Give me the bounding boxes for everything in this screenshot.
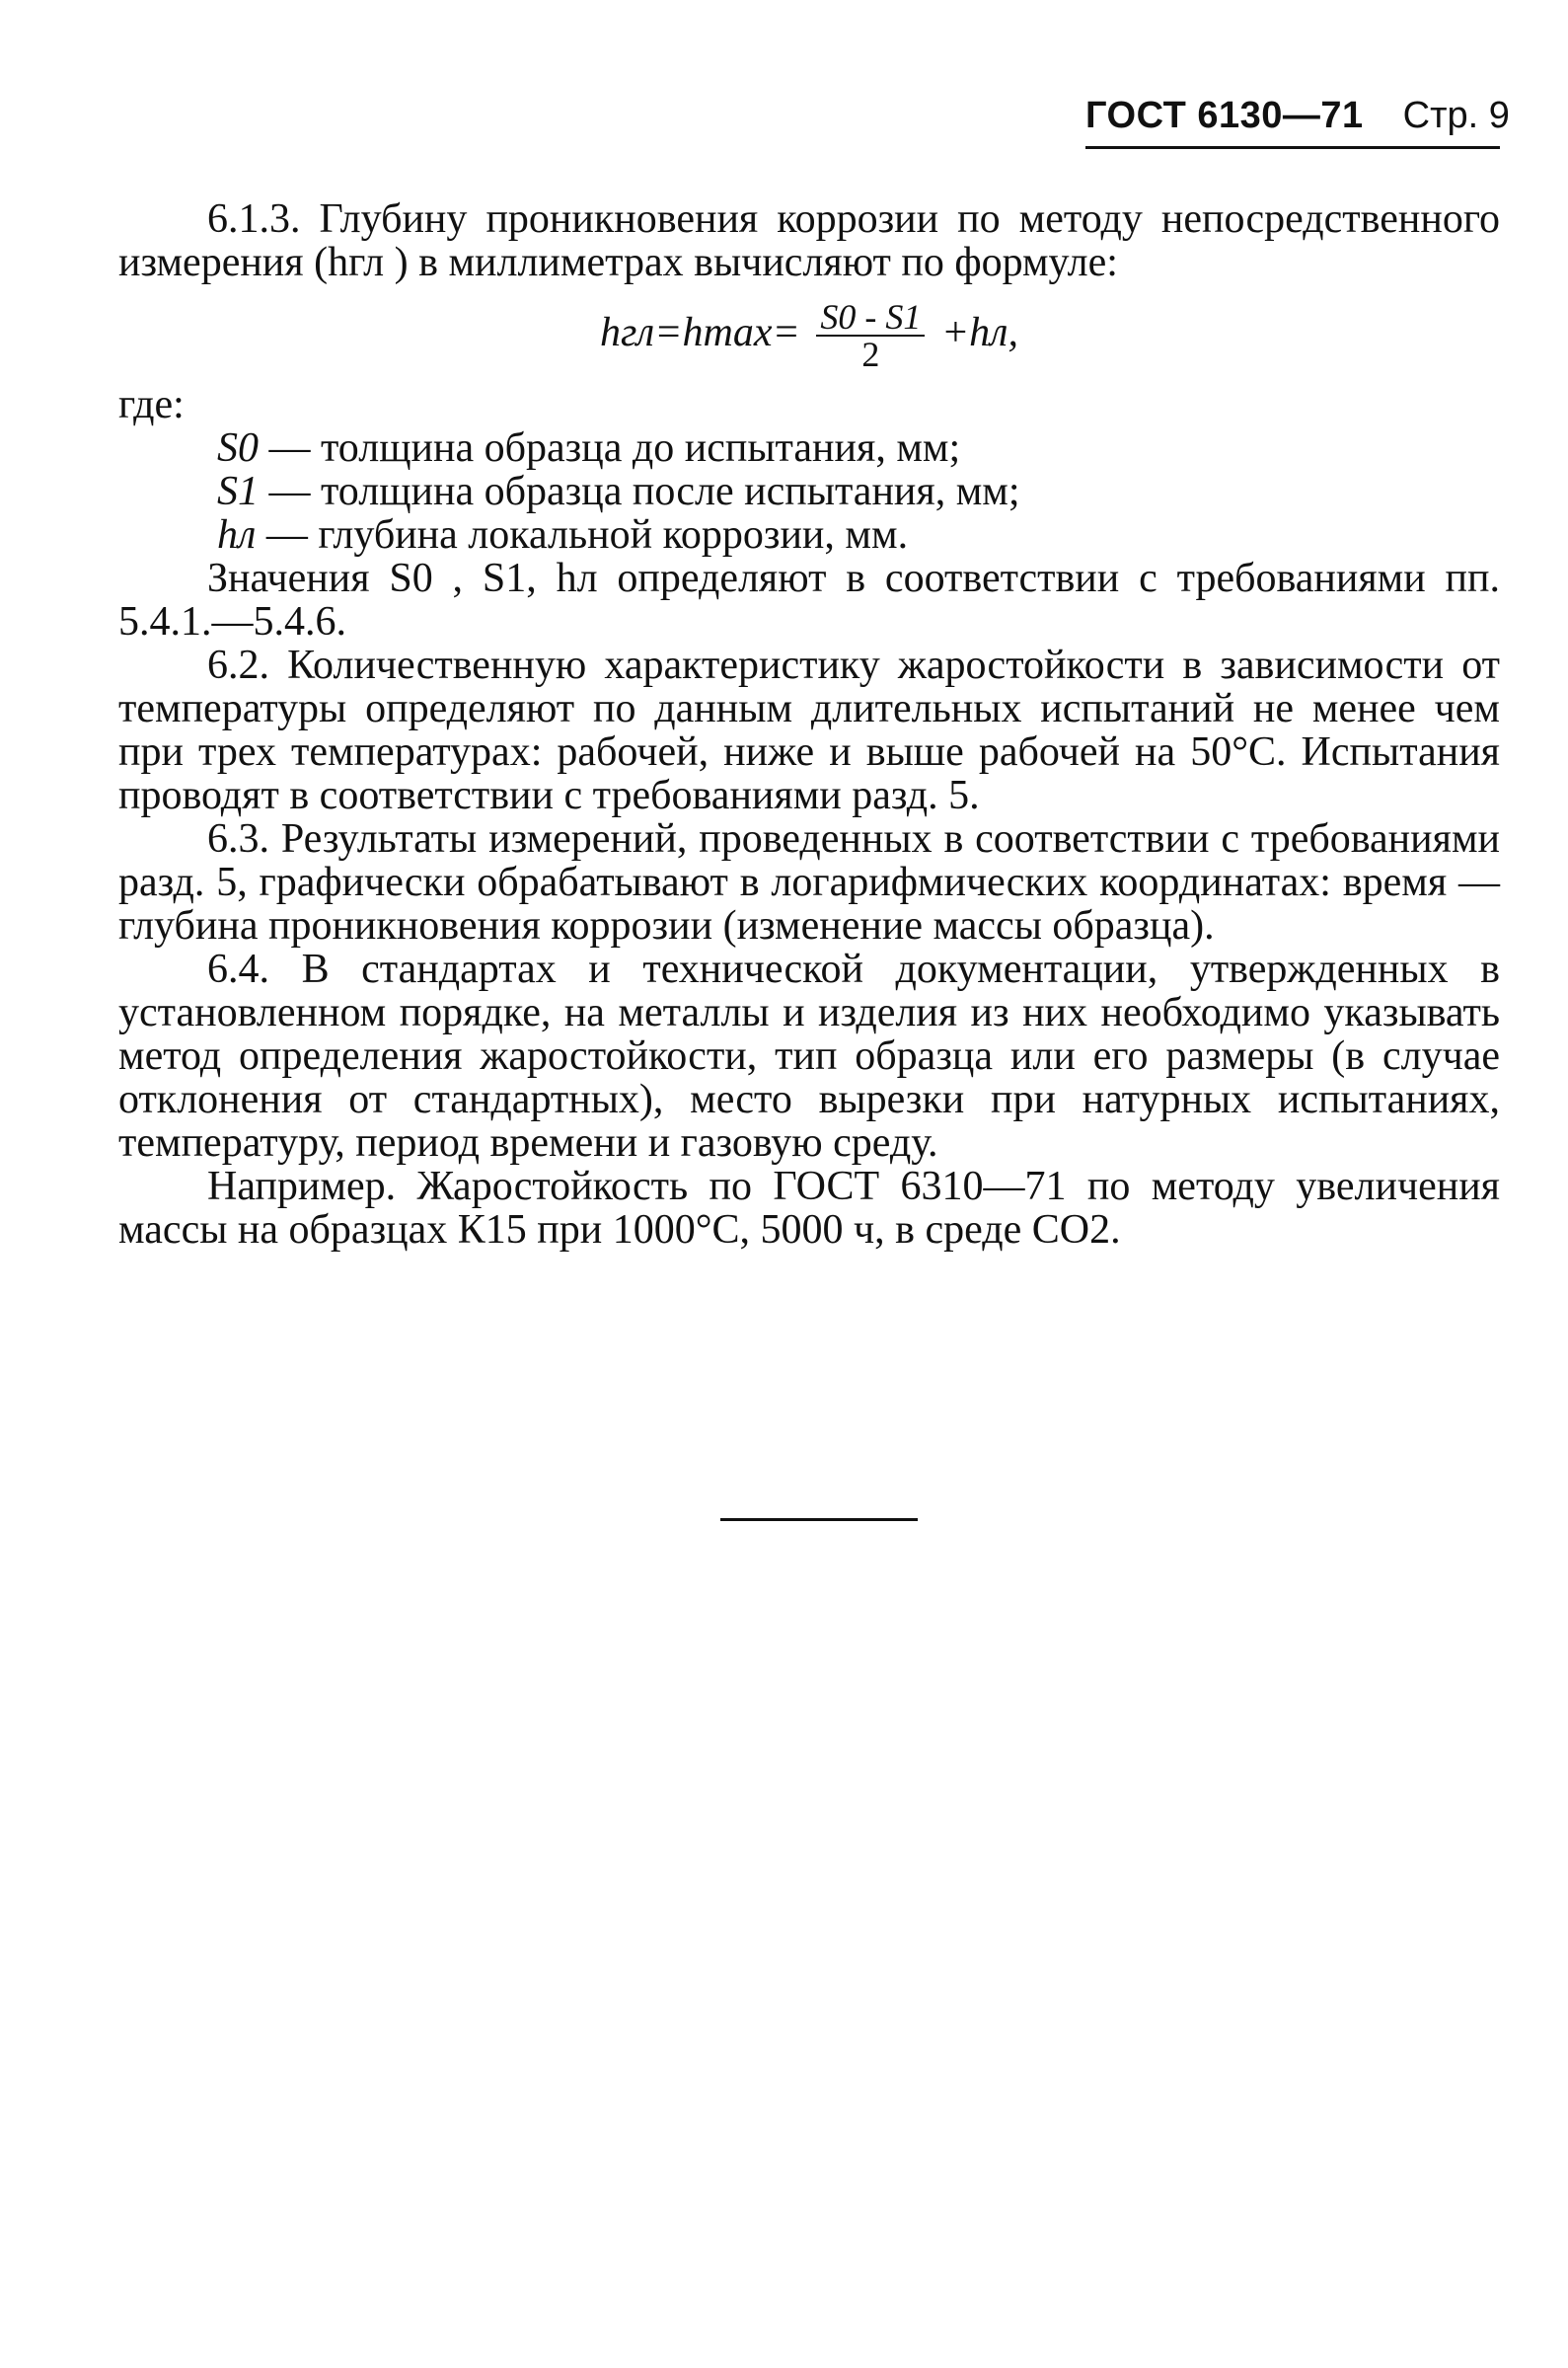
page-number: Стр. 9 [1402, 95, 1510, 136]
definitions-list [118, 426, 1500, 557]
definition-text: — толщина образца до испытания, мм; [268, 425, 961, 471]
formula-right: +hл, [940, 310, 1018, 355]
example-paragraph: Например. Жаростойкость по ГОСТ 6310—71 по методу увеличения массы на образцах К15 при 1000°С, 5000 ч, в среде СО2. [118, 1164, 1500, 1253]
definition-item [217, 426, 1500, 470]
page-header [1085, 91, 1510, 150]
definition-symbol: S0 [217, 425, 259, 471]
end-rule [720, 1518, 918, 1521]
definition-symbol: S1 [217, 469, 259, 514]
formula-denominator: 2 [861, 335, 880, 375]
values-note: Значения S0 , S1, hл определяют в соответствии с требованиями пп. 5.4.1.—5.4.6. [118, 556, 1500, 645]
definition-symbol: hл [217, 512, 257, 558]
document-body [118, 197, 1500, 1252]
definition-text: — глубина локальной коррозии, мм. [265, 512, 909, 558]
paragraph-6-4: 6.4. В стандартах и технической документации, утвержденных в установленном порядке, на металлы и изделия из них необходимо указывать метод определения жаростойкости, тип образца или его размеры (в случае отклонения от стандартных), место вырезки при натурных испытаниях, температуру, период времени и газовую среду. [118, 947, 1500, 1166]
formula [118, 288, 1500, 377]
header-rule [1085, 146, 1500, 149]
where-label: где: [118, 382, 185, 427]
formula-left: hгл=hmax= [600, 310, 800, 355]
definition-item [217, 513, 1500, 557]
formula-numerator: S0 - S1 [816, 299, 925, 337]
definition-item [217, 470, 1500, 513]
paragraph-6-1-3: 6.1.3. Глубину проникновения коррозии по методу непосредственного измерения (hгл ) в миллиметрах вычисляют по формуле: [118, 196, 1500, 285]
definition-text: — толщина образца после испытания, мм; [268, 469, 1020, 514]
formula-fraction [816, 297, 925, 375]
standard-number: ГОСТ 6130—71 [1085, 95, 1364, 136]
paragraph-6-2: 6.2. Количественную характеристику жаростойкости в зависимости от температуры определяют по данным длительных испытаний не менее чем при трех температурах: рабочей, ниже и выше рабочей на 50°С. Испытания проводят в соответствии с требованиями разд. 5. [118, 643, 1500, 818]
paragraph-6-3: 6.3. Результаты измерений, проведенных в соответствии с требованиями разд. 5, графически обрабатывают в логарифмических координатах: время — глубина проникновения коррозии (изменение массы образца). [118, 816, 1500, 949]
